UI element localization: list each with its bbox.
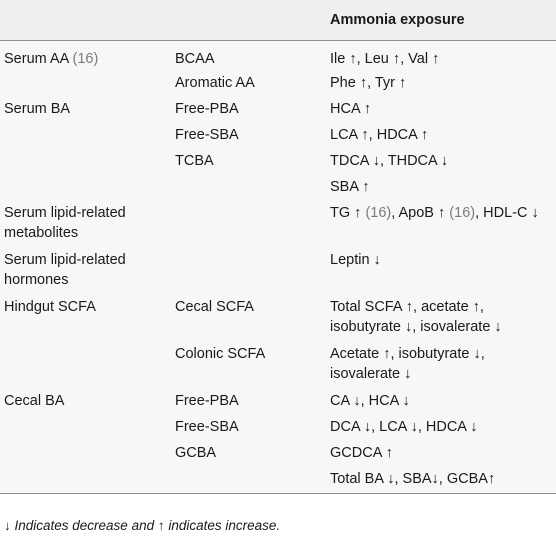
cell-ammonia-effect: TDCA ↓, THDCA ↓ xyxy=(330,153,449,169)
table-row xyxy=(0,385,556,411)
table-row xyxy=(0,197,556,244)
table-row xyxy=(0,67,556,93)
cell-category xyxy=(4,250,164,290)
cell-ammonia-effect: Ile ↑, Leu ↑, Val ↑ xyxy=(330,51,440,67)
cell-subcategory: Free-SBA xyxy=(175,127,239,143)
cell-subcategory: BCAA xyxy=(175,51,215,67)
citation-ref[interactable]: (16) xyxy=(365,205,392,221)
category-text: Serum lipid-related hormones xyxy=(4,252,126,288)
cell-ammonia-effect: CA ↓, HCA ↓ xyxy=(330,393,410,409)
cell-ammonia-effect: Total BA ↓, SBA↓, GCBA↑ xyxy=(330,471,496,487)
table-row xyxy=(0,437,556,463)
cell-subcategory: GCBA xyxy=(175,445,217,461)
cell-ammonia-effect: HCA ↑ xyxy=(330,101,372,117)
table-row xyxy=(0,463,556,493)
cell-ammonia-effect: Total SCFA ↑, acetate ↑, isobutyrate ↓, isovalerate ↓ xyxy=(330,299,502,335)
cell-ammonia-effect: LCA ↑, HDCA ↑ xyxy=(330,127,429,143)
cell-subcategory: Colonic SCFA xyxy=(175,346,266,362)
cell-subcategory: Free-PBA xyxy=(175,393,239,409)
table-row xyxy=(0,244,556,291)
category-text: Cecal BA xyxy=(4,393,65,409)
cell-ammonia-effect: Phe ↑, Tyr ↑ xyxy=(330,75,407,91)
table-row xyxy=(0,119,556,145)
citation-ref[interactable]: (16) xyxy=(72,51,99,67)
category-text: Serum BA xyxy=(4,101,71,117)
table-row xyxy=(0,93,556,119)
table-row xyxy=(0,171,556,197)
cell-ammonia-effect: Leptin ↓ xyxy=(330,252,381,268)
cell-category xyxy=(4,99,164,119)
cell-ammonia-effect: DCA ↓, LCA ↓, HDCA ↓ xyxy=(330,419,478,435)
cell-subcategory: TCBA xyxy=(175,153,214,169)
cell-ammonia-effect: SBA ↑ xyxy=(330,179,370,195)
effect-text: TG ↑ xyxy=(330,205,366,221)
effect-text: , HDL-C ↓ xyxy=(475,205,539,221)
table-footnote: ↓ Indicates decrease and ↑ indicates increase. xyxy=(4,518,281,533)
cell-ammonia-effect: GCDCA ↑ xyxy=(330,445,393,461)
header-ammonia-exposure: Ammonia exposure xyxy=(330,12,465,28)
category-text: Serum AA xyxy=(4,51,69,67)
table-header xyxy=(0,0,556,41)
category-text: Hindgut SCFA xyxy=(4,299,96,315)
table-row xyxy=(0,291,556,338)
citation-ref[interactable]: (16) xyxy=(449,205,476,221)
category-text: Serum lipid-related metabolites xyxy=(4,205,126,241)
table-row xyxy=(0,41,556,67)
cell-ammonia-effect: Acetate ↑, isobutyrate ↓, isovalerate ↓ xyxy=(330,346,485,382)
cell-category xyxy=(4,391,164,411)
cell-subcategory: Aromatic AA xyxy=(175,75,255,91)
cell-category xyxy=(4,49,164,69)
cell-subcategory: Cecal SCFA xyxy=(175,299,254,315)
table-body xyxy=(0,41,556,494)
table-row xyxy=(0,411,556,437)
table-row xyxy=(0,338,556,385)
table-row xyxy=(0,145,556,171)
cell-ammonia-effect xyxy=(330,203,552,223)
cell-category xyxy=(4,203,164,243)
cell-subcategory: Free-SBA xyxy=(175,419,239,435)
effect-text: , ApoB ↑ xyxy=(391,205,450,221)
cell-category xyxy=(4,297,164,317)
cell-subcategory: Free-PBA xyxy=(175,101,239,117)
